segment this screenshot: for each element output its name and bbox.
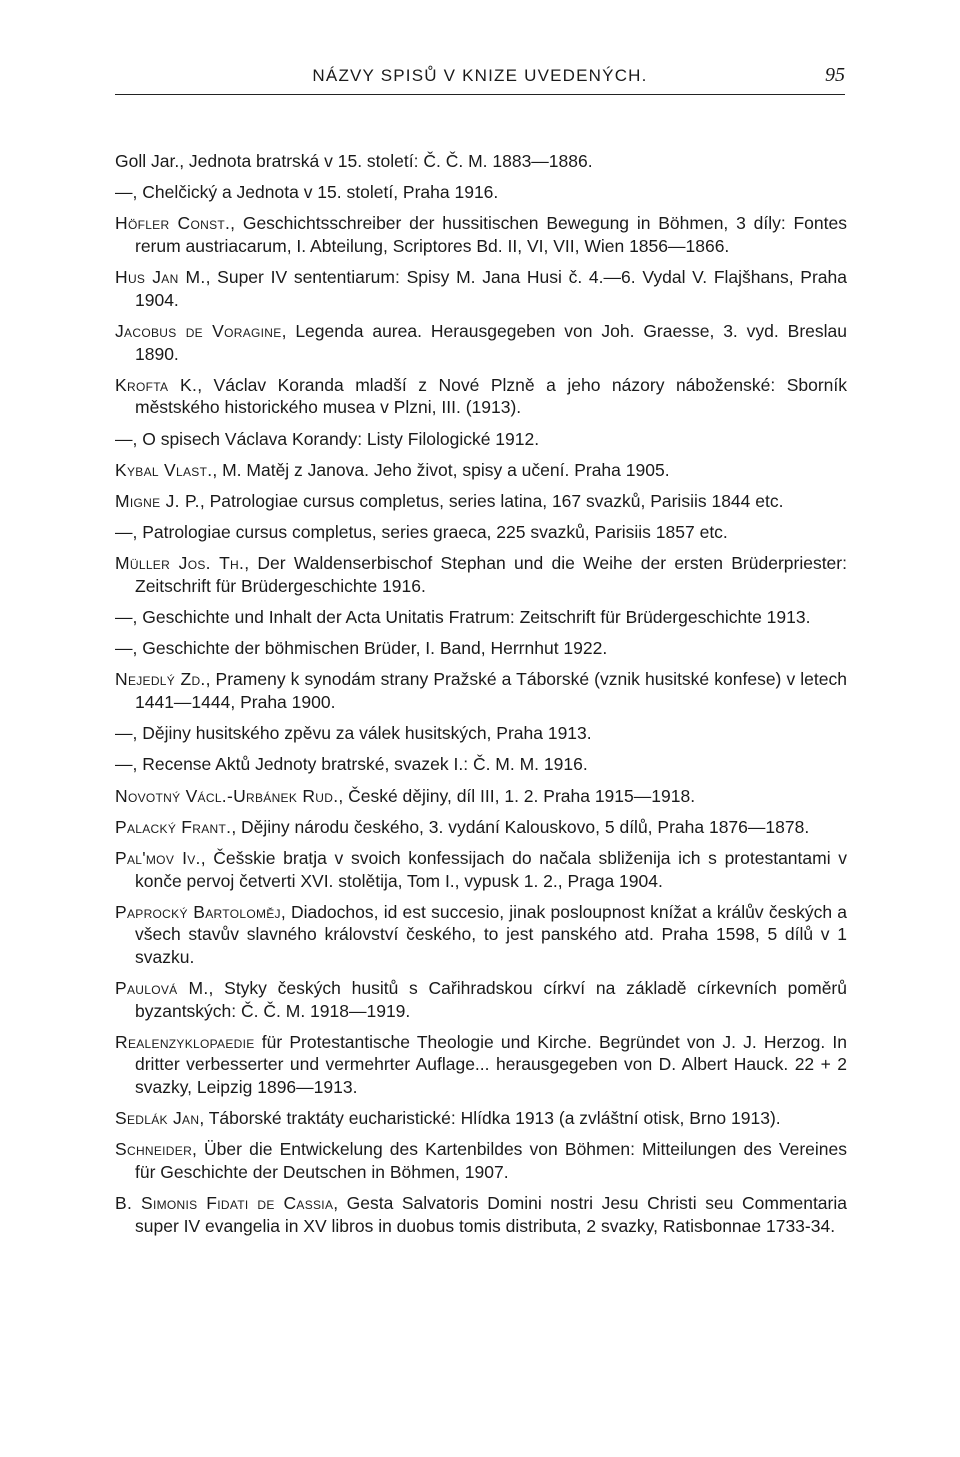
bibliography-entry (115, 266, 847, 311)
entry-text: , Češskie bratja v svoich konfessijach do načala sbliženija ich s protestantami v konče pervoj četverti XVI. stolětija, Tom I., vypusk 1. 2., Praga 1904. (135, 847, 847, 891)
bibliography-entry (115, 428, 847, 451)
entry-text: , M. Matěj z Janova. Jeho život, spisy a učení. Praha 1905. (212, 459, 670, 480)
entry-line: —, Chelčický a Jednota v 15. století, Praha 1916. (115, 182, 499, 203)
entry-author: Kybal Vlast. (115, 459, 213, 480)
entry-author: B. Simonis Fidati de Cassia (115, 1193, 334, 1214)
entry-text: , Táborské traktáty eucharistické: Hlídka 1913 (a zvláštní otisk, Brno 1913). (199, 1108, 781, 1129)
bibliography-entry (115, 212, 847, 257)
entry-text: —, Patrologiae cursus completus, series graeca, 225 svazků, Parisiis 1857 etc. (115, 522, 728, 543)
bibliography-entry (115, 1107, 847, 1130)
entry-author: Novotný Václ.-Urbánek Rud. (115, 785, 339, 806)
entry-author: Pal'mov Iv. (115, 847, 201, 868)
bibliography-entry (115, 847, 847, 892)
bibliography-entry (115, 668, 847, 713)
bibliography-entry (115, 901, 847, 969)
entry-author: Hus Jan M. (115, 267, 206, 288)
entry-author: Jacobus de Voragine (115, 320, 282, 341)
entry-text: , Diadochos, id est succesio, jinak posloupnost knížat a králův českých a všech stavův slavného království českého, to jest panského atd. Praha 1598, 5 dílů v 1 svazku. (135, 901, 847, 967)
bibliography-entry (115, 320, 847, 365)
bibliography-entry (115, 785, 847, 808)
bibliography-entry (115, 490, 847, 513)
bibliography-entry (115, 753, 847, 776)
entry-text: —, Geschichte und Inhalt der Acta Unitatis Fratrum: Zeitschrift für Brüdergeschichte 1913. (115, 607, 811, 628)
entry-author: Nejedlý Zd. (115, 669, 206, 690)
entry-author: Paulová M. (115, 978, 209, 999)
entry-author: Realenzyklopaedie (115, 1031, 255, 1052)
entry-text: , Geschichtsschreiber der hussitischen Bewegung in Böhmen, 3 díly: Fontes rerum austriacarum, I. Abteilung, Scriptores Bd. II, VI, VII, Wien 1856—1866. (135, 213, 847, 256)
bibliography-entry-goll-2 (115, 181, 847, 204)
entry-author: Sedlák Jan (115, 1108, 200, 1129)
entry-text: , Prameny k synodám strany Pražské a Táborské (vznik husitské konfese) v letech 1441—1444, Praha 1900. (135, 669, 847, 712)
entry-author: Migne J. P. (115, 490, 200, 511)
bibliography-entry (115, 459, 847, 482)
bibliography-list (115, 150, 847, 1246)
bibliography-entry (115, 606, 847, 629)
bibliography-entry (115, 1192, 847, 1237)
bibliography-entry (115, 977, 847, 1022)
entry-author: Schneider (115, 1139, 193, 1160)
bibliography-entry (115, 1138, 847, 1183)
bibliography-entry (115, 552, 847, 597)
entry-text: für Protestantische Theologie und Kirche. Begründet von J. J. Herzog. In dritter verbesserter und vermehrter Auflage... herausgegeben von D. Albert Hauck. 22 + 2 svazky, Leipzig 1896—1913. (135, 1031, 847, 1098)
entry-text: , Über die Entwickelung des Kartenbildes von Böhmen: Mitteilungen des Vereines für Geschichte der Deutschen in Böhmen, 1907. (135, 1139, 847, 1183)
header-rule (115, 94, 845, 95)
bibliography-entry (115, 521, 847, 544)
entry-text: , České dějiny, díl III, 1. 2. Praha 1915—1918. (338, 785, 696, 806)
entry-author: Höfler Const. (115, 213, 231, 234)
entry-text: , Styky českých husitů s Cařihradskou církví na základě církevních poměrů byzantských: Č. Č. M. 1918—1919. (135, 978, 847, 1021)
entry-text: , Patrologiae cursus completus, series latina, 167 svazků, Parisiis 1844 etc. (199, 490, 784, 511)
entry-text: —, Dějiny husitského zpěvu za válek husitských, Praha 1913. (115, 723, 592, 744)
bibliography-entry (115, 637, 847, 660)
entry-text: , Gesta Salvatoris Domini nostri Jesu Christi seu Commentaria super IV evangelia in XV libros in duobus tomis distributa, 2 svazky, Ratisbonnae 1733-34. (135, 1193, 847, 1236)
entry-author: Paprocký Bartoloměj (115, 901, 281, 922)
entry-text: , Dějiny národu českého, 3. vydání Kalouskovo, 5 dílů, Praha 1876—1878. (231, 816, 810, 837)
bibliography-entry (115, 1031, 847, 1099)
entry-text: —, O spisech Václava Korandy: Listy Filologické 1912. (115, 428, 540, 449)
page-header (115, 62, 845, 92)
running-title: NÁZVY SPISŮ V KNIZE UVEDENÝCH. (312, 66, 648, 85)
entry-text: —, Recense Aktů Jednoty bratrské, svazek I.: Č. M. M. 1916. (115, 754, 588, 775)
bibliography-entry (115, 816, 847, 839)
entry-text: , Legenda aurea. Herausgegeben von Joh. Graesse, 3. vyd. Breslau 1890. (135, 320, 847, 364)
entry-text: —, Geschichte der böhmischen Brüder, I. Band, Herrnhut 1922. (115, 638, 608, 659)
entry-text: , Václav Koranda mladší z Nové Plzně a jeho názory náboženské: Sborník městského historického musea v Plzni, III. (1913). (135, 374, 847, 418)
bibliography-entry (115, 722, 847, 745)
bibliography-entry-goll-1 (115, 150, 847, 173)
entry-line: Goll Jar., Jednota bratrská v 15. století: Č. Č. M. 1883—1886. (115, 151, 593, 171)
entry-text: , Der Waldenserbischof Stephan und die Weihe der ersten Brüderpriester: Zeitschrift für Brüdergeschichte 1916. (135, 553, 847, 596)
entry-author: Palacký Frant. (115, 816, 232, 837)
page-number: 95 (825, 64, 845, 86)
entry-text: , Super IV sententiarum: Spisy M. Jana Husi č. 4.—6. Vydal V. Flajšhans, Praha 1904. (135, 267, 847, 310)
bibliography-entry (115, 374, 847, 419)
entry-author: Müller Jos. Th. (115, 553, 245, 574)
entry-author: Krofta K. (115, 374, 198, 395)
